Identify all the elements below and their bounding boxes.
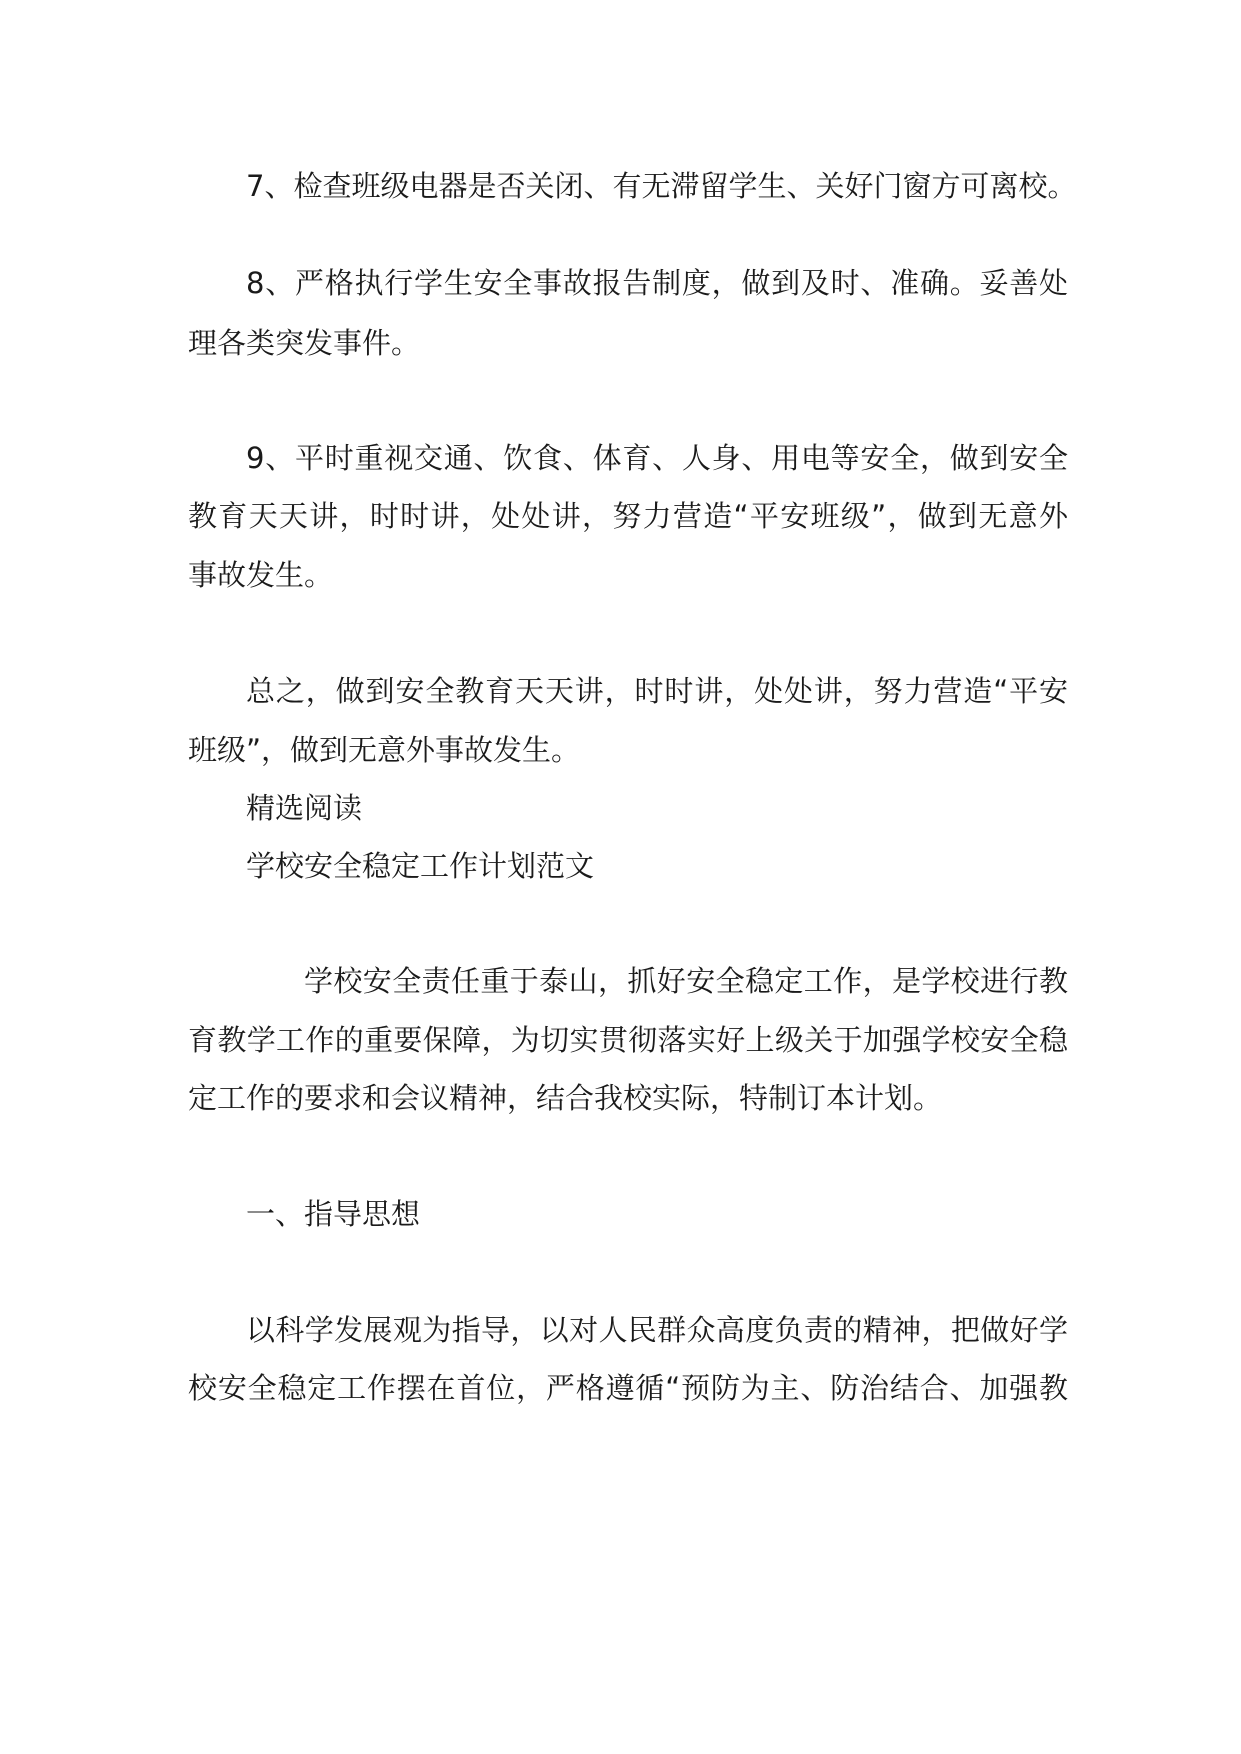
item-9-line-1: 9、平时重视交通、饮食、体育、人身、用电等安全，做到安全 (246, 441, 1068, 475)
guiding-line-2: 校安全稳定工作摆在首位，严格遵循“预防为主、防治结合、加强教 (188, 1371, 1068, 1405)
intro-line-1: 学校安全责任重于泰山，抓好安全稳定工作，是学校进行教 (304, 964, 1068, 998)
section-heading-guiding-ideology: 一、指导思想 (246, 1197, 421, 1231)
guiding-line-1: 以科学发展观为指导，以对人民群众高度负责的精神，把做好学 (246, 1313, 1068, 1347)
item-7-line-1: 7、检查班级电器是否关闭、有无滞留学生、关好门窗方可离校。 (246, 169, 1077, 203)
featured-reading-label: 精选阅读 (246, 791, 363, 825)
item-8-line-1: 8、严格执行学生安全事故报告制度，做到及时、准确。妥善处 (246, 266, 1068, 300)
summary-line-2: 班级”，做到无意外事故发生。 (188, 733, 581, 767)
intro-line-3: 定工作的要求和会议精神，结合我校实际，特制订本计划。 (188, 1081, 943, 1115)
article-title: 学校安全稳定工作计划范文 (246, 849, 595, 883)
summary-line-1: 总之，做到安全教育天天讲，时时讲，处处讲，努力营造“平安 (246, 674, 1068, 708)
item-9-line-3: 事故发生。 (188, 558, 334, 592)
item-9-line-2: 教育天天讲，时时讲，处处讲，努力营造“平安班级”，做到无意外 (188, 499, 1068, 533)
intro-line-2: 育教学工作的重要保障，为切实贯彻落实好上级关于加强学校安全稳 (188, 1023, 1068, 1057)
item-8-line-2: 理各类突发事件。 (188, 326, 421, 360)
